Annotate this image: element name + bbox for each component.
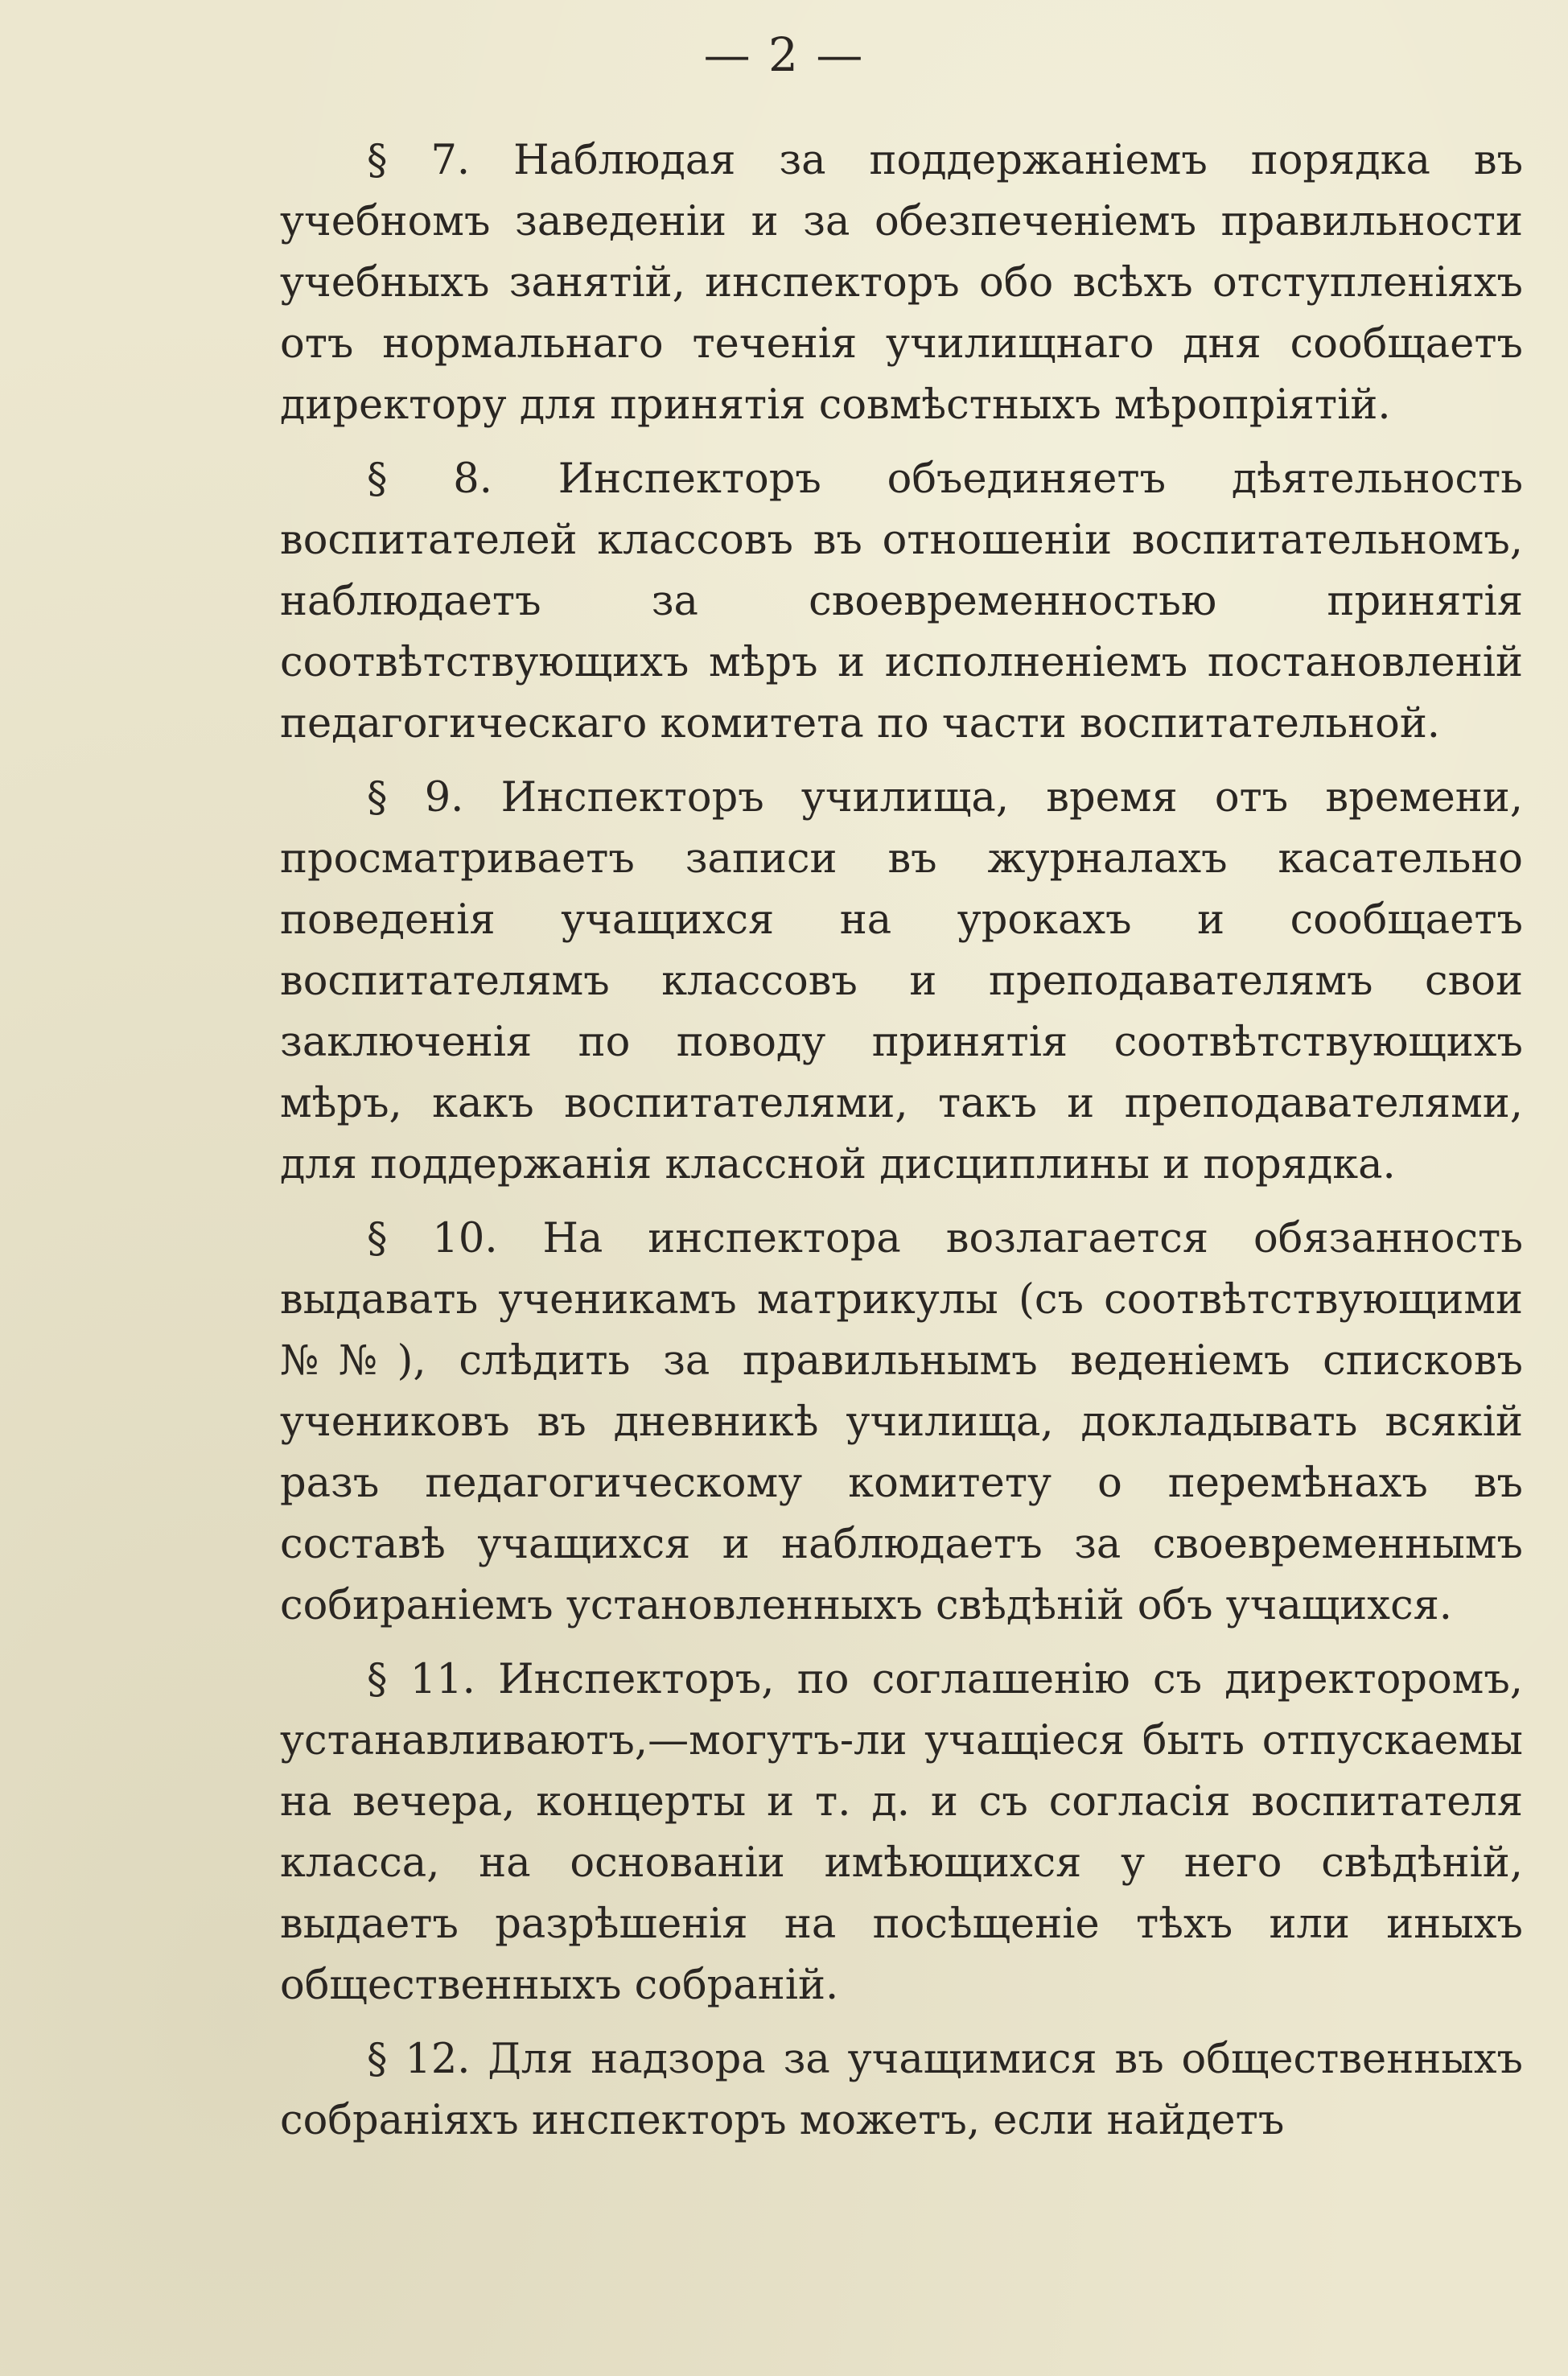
section-label: § 7. bbox=[367, 137, 471, 184]
page-number: — 2 — bbox=[703, 27, 865, 82]
section-label: § 11. bbox=[367, 1656, 475, 1703]
paragraph-text: Наблюдая за поддержанiемъ порядка въ учебномъ заведенiи и за обезпеченiемъ правильности учебныхъ занятiй, инспекторъ обо всѣхъ отступленiяхъ отъ нормальнаго теченiя училищнаго дня сообщаетъ директору для принятiя совмѣстныхъ мѣропрiятiй. bbox=[280, 137, 1524, 429]
paragraph-12 bbox=[280, 2029, 1523, 2152]
paragraph-7 bbox=[280, 130, 1523, 436]
paragraph-text: Инспекторъ объединяетъ дѣятельность воспитателей классовъ въ отношенiи воспитательномъ, наблюдаетъ за своевременностью принятiя соотвѣтствующихъ мѣръ и исполненiемъ постановленiй педагогическаго комитета по части воспитательной. bbox=[280, 455, 1523, 747]
paragraph-text: Инспекторъ, по соглашенiю съ директоромъ, устанавливаютъ,—могутъ-ли учащiеся быть отпускаемы на вечера, концерты и т. д. и съ согласiя воспитателя класса, на основанiи имѣющихся у него свѣдѣнiй, выдаетъ разрѣшенiя на посѣщенiе тѣхъ или иныхъ общественныхъ собранiй. bbox=[280, 1656, 1523, 2009]
paragraph-9 bbox=[280, 768, 1523, 1196]
paragraph-text: На инспектора возлагается обязанность выдавать ученикамъ матрикулы (съ соотвѣтствующими №№), слѣдить за правильнымъ веденiемъ списковъ учениковъ въ дневникѣ училища, докладывать всякiй разъ педагогическому комитету о перемѣнахъ въ составѣ учащихся и наблюдаетъ за своевременнымъ собиранiемъ установленныхъ свѣдѣнiй объ учащихся. bbox=[280, 1215, 1523, 1629]
section-label: § 8. bbox=[367, 455, 492, 503]
paragraph-text: Инспекторъ училища, время отъ времени, просматриваетъ записи въ журналахъ касательно поведенiя учащихся на урокахъ и сообщаетъ воспитателямъ классовъ и преподавателямъ свои заключенiя по поводу принятiя соотвѣтствующихъ мѣръ, какъ воспитателями, такъ и преподавателями, для поддержанiя классной дисциплины и порядка. bbox=[280, 774, 1523, 1188]
section-label: § 9. bbox=[367, 774, 464, 822]
section-label: § 10. bbox=[367, 1215, 498, 1262]
paragraph-text: Для надзора за учащимися въ общественныхъ собранiяхъ инспекторъ можетъ, если найдетъ bbox=[280, 2036, 1523, 2144]
paragraph-11 bbox=[280, 1649, 1523, 2016]
paragraph-8 bbox=[280, 449, 1523, 755]
paragraph-10 bbox=[280, 1209, 1523, 1637]
section-label: § 12. bbox=[367, 2036, 471, 2083]
document-body bbox=[280, 130, 1523, 2164]
